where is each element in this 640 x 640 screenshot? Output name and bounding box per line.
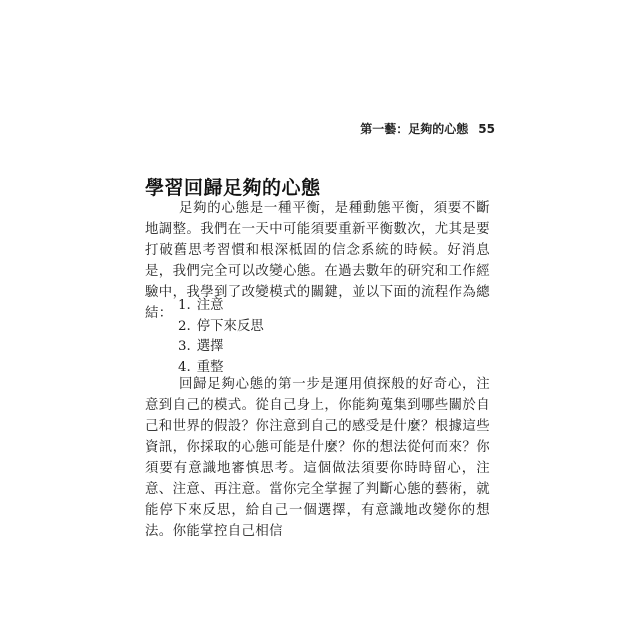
step-number: 4.: [178, 359, 191, 375]
step-number: 1.: [178, 298, 191, 313]
list-item: [178, 296, 264, 317]
section-title: 學習回歸足夠的心態: [145, 177, 321, 199]
page-number: 55: [478, 122, 495, 136]
running-head: [360, 120, 495, 137]
step-text: 選擇: [196, 339, 224, 354]
list-item: [178, 317, 264, 338]
step-number: 3.: [178, 339, 191, 354]
step-text: 停下來反思: [196, 318, 264, 334]
chapter-title: 第一藝：足夠的心態: [360, 122, 469, 136]
list-item: [178, 337, 264, 358]
step-number: 2.: [178, 318, 191, 334]
step-text: 注意: [196, 298, 224, 313]
body-paragraph-1: 足夠的心態是一種平衡，是種動態平衡，須要不斷地調整。我們在一天中可能須要重新平衡數次，尤其是要打破舊思考習慣和根深柢固的信念系統的時候。好消息是，我們完全可以改變心態。在過去數年的研究和工作經驗中，我學到了改變模式的關鍵，並以下面的流程作為總結：: [145, 201, 490, 321]
process-steps-list: [178, 296, 264, 378]
step-text: 重整: [196, 359, 224, 375]
body-paragraph-2: 回歸足夠心態的第一步是運用偵探般的好奇心，注意到自己的模式。從自己身上，你能夠蒐集到哪些關於自己和世界的假設？你注意到自己的感受是什麼？根據這些資訊，你採取的心態可能是什麼？你的想法從何而來？你須要有意識地審慎思考。這個做法須要你時時留心，注意、注意、再注意。當你完全掌握了判斷心態的藝術，就能停下來反思，給自己一個選擇，有意識地改變你的想法。你能掌控自己相信: [145, 377, 490, 539]
